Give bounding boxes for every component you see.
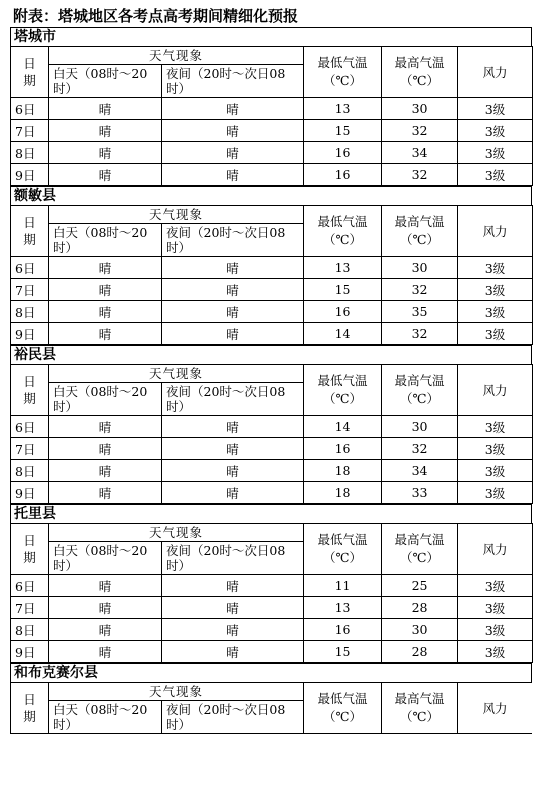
- max-temp-cell: 30: [382, 257, 458, 279]
- night-weather-cell: 晴: [162, 257, 304, 279]
- night-weather-cell: 晴: [162, 323, 304, 345]
- wind-cell: 3级: [458, 597, 533, 619]
- night-weather-cell: 晴: [162, 301, 304, 323]
- table-row: [11, 416, 533, 438]
- section-block: [10, 345, 532, 504]
- table-row: [11, 164, 533, 186]
- min-temp-cell: 16: [304, 142, 382, 164]
- max-temp-header: 最高气温（℃）: [382, 47, 458, 98]
- date-cell: 6日: [11, 416, 49, 438]
- wind-cell: 3级: [458, 575, 533, 597]
- page-title: 附表：塔城地区各考点高考期间精细化预报: [13, 7, 299, 25]
- date-cell: 8日: [11, 142, 49, 164]
- night-header: 夜间（20时～次日08时）: [162, 383, 304, 416]
- min-temp-cell: 16: [304, 619, 382, 641]
- day-weather-cell: 晴: [49, 416, 162, 438]
- wind-cell: 3级: [458, 460, 533, 482]
- min-temp-header: 最低气温（℃）: [304, 206, 382, 257]
- day-weather-cell: 晴: [49, 323, 162, 345]
- day-weather-cell: 晴: [49, 460, 162, 482]
- day-weather-cell: 晴: [49, 597, 162, 619]
- min-temp-header: 最低气温（℃）: [304, 524, 382, 575]
- table-row: [11, 120, 533, 142]
- min-temp-header: 最低气温（℃）: [304, 47, 382, 98]
- section-table-wrap: [10, 205, 532, 345]
- min-temp-cell: 11: [304, 575, 382, 597]
- max-temp-cell: 28: [382, 641, 458, 663]
- section-table-wrap: [10, 523, 532, 663]
- wind-cell: 3级: [458, 142, 533, 164]
- wind-header: 风力: [458, 206, 533, 257]
- max-temp-cell: 34: [382, 142, 458, 164]
- max-temp-cell: 32: [382, 438, 458, 460]
- min-temp-header: 最低气温（℃）: [304, 365, 382, 416]
- header-row: [11, 206, 533, 224]
- day-weather-cell: 晴: [49, 482, 162, 504]
- night-weather-cell: 晴: [162, 460, 304, 482]
- night-weather-cell: 晴: [162, 482, 304, 504]
- section-title: 裕民县: [10, 345, 532, 364]
- day-header: 白天（08时～20时）: [49, 542, 162, 575]
- header-row: [11, 683, 533, 701]
- forecast-table: [10, 364, 533, 504]
- forecast-table: [10, 682, 532, 734]
- section-title: 和布克赛尔县: [10, 663, 532, 682]
- min-temp-cell: 16: [304, 164, 382, 186]
- night-header: 夜间（20时～次日08时）: [162, 542, 304, 575]
- day-weather-cell: 晴: [49, 98, 162, 120]
- section-table-wrap: [10, 364, 532, 504]
- weather-header: 天气现象: [49, 47, 304, 65]
- wind-cell: 3级: [458, 619, 533, 641]
- day-header: 白天（08时～20时）: [49, 383, 162, 416]
- night-weather-cell: 晴: [162, 279, 304, 301]
- section-block: [10, 186, 532, 345]
- section-title: 额敏县: [10, 186, 532, 205]
- wind-cell: 3级: [458, 257, 533, 279]
- table-row: [11, 257, 533, 279]
- day-weather-cell: 晴: [49, 120, 162, 142]
- night-weather-cell: 晴: [162, 142, 304, 164]
- date-header: 日期: [11, 206, 49, 257]
- max-temp-cell: 32: [382, 120, 458, 142]
- min-temp-cell: 13: [304, 597, 382, 619]
- night-header: 夜间（20时～次日08时）: [162, 701, 304, 734]
- min-temp-cell: 18: [304, 460, 382, 482]
- date-cell: 7日: [11, 120, 49, 142]
- section-block: [10, 27, 532, 186]
- max-temp-cell: 30: [382, 416, 458, 438]
- section-table-wrap: [10, 682, 532, 740]
- day-weather-cell: 晴: [49, 164, 162, 186]
- table-row: [11, 460, 533, 482]
- day-header: 白天（08时～20时）: [49, 224, 162, 257]
- night-weather-cell: 晴: [162, 120, 304, 142]
- wind-cell: 3级: [458, 120, 533, 142]
- table-row: [11, 279, 533, 301]
- weather-header: 天气现象: [49, 365, 304, 383]
- date-cell: 9日: [11, 482, 49, 504]
- weather-header: 天气现象: [49, 206, 304, 224]
- date-cell: 9日: [11, 164, 49, 186]
- max-temp-cell: 33: [382, 482, 458, 504]
- header-row: [11, 524, 533, 542]
- wind-cell: 3级: [458, 301, 533, 323]
- table-row: [11, 619, 533, 641]
- night-weather-cell: 晴: [162, 641, 304, 663]
- table-row: [11, 323, 533, 345]
- date-cell: 7日: [11, 279, 49, 301]
- max-temp-header: 最高气温（℃）: [382, 524, 458, 575]
- min-temp-cell: 13: [304, 257, 382, 279]
- date-header: 日期: [11, 47, 49, 98]
- night-weather-cell: 晴: [162, 164, 304, 186]
- table-row: [11, 98, 533, 120]
- day-weather-cell: 晴: [49, 301, 162, 323]
- min-temp-cell: 15: [304, 641, 382, 663]
- section-title: 塔城市: [10, 27, 532, 46]
- day-weather-cell: 晴: [49, 641, 162, 663]
- night-header: 夜间（20时～次日08时）: [162, 224, 304, 257]
- wind-header: 风力: [458, 47, 533, 98]
- date-cell: 6日: [11, 257, 49, 279]
- max-temp-cell: 28: [382, 597, 458, 619]
- date-cell: 6日: [11, 575, 49, 597]
- max-temp-cell: 30: [382, 619, 458, 641]
- max-temp-cell: 25: [382, 575, 458, 597]
- max-temp-cell: 32: [382, 279, 458, 301]
- day-weather-cell: 晴: [49, 257, 162, 279]
- section-block: [10, 663, 532, 740]
- weather-header: 天气现象: [49, 524, 304, 542]
- max-temp-cell: 32: [382, 323, 458, 345]
- day-weather-cell: 晴: [49, 142, 162, 164]
- day-header: 白天（08时～20时）: [49, 701, 162, 734]
- min-temp-cell: 18: [304, 482, 382, 504]
- night-weather-cell: 晴: [162, 575, 304, 597]
- max-temp-header: 最高气温（℃）: [382, 683, 458, 734]
- night-weather-cell: 晴: [162, 597, 304, 619]
- day-weather-cell: 晴: [49, 575, 162, 597]
- min-temp-cell: 14: [304, 323, 382, 345]
- date-cell: 8日: [11, 460, 49, 482]
- date-header: 日期: [11, 683, 49, 734]
- date-cell: 7日: [11, 438, 49, 460]
- min-temp-header: 最低气温（℃）: [304, 683, 382, 734]
- table-row: [11, 641, 533, 663]
- forecast-table: [10, 205, 533, 345]
- min-temp-cell: 13: [304, 98, 382, 120]
- table-row: [11, 142, 533, 164]
- wind-header: 风力: [458, 683, 532, 734]
- min-temp-cell: 16: [304, 438, 382, 460]
- min-temp-cell: 15: [304, 279, 382, 301]
- table-row: [11, 438, 533, 460]
- weather-header: 天气现象: [49, 683, 304, 701]
- night-weather-cell: 晴: [162, 619, 304, 641]
- min-temp-cell: 15: [304, 120, 382, 142]
- night-weather-cell: 晴: [162, 98, 304, 120]
- forecast-table: [10, 46, 533, 186]
- header-row: [11, 47, 533, 65]
- date-cell: 6日: [11, 98, 49, 120]
- wind-cell: 3级: [458, 279, 533, 301]
- wind-cell: 3级: [458, 482, 533, 504]
- date-cell: 7日: [11, 597, 49, 619]
- date-header: 日期: [11, 524, 49, 575]
- min-temp-cell: 16: [304, 301, 382, 323]
- night-weather-cell: 晴: [162, 438, 304, 460]
- date-cell: 9日: [11, 641, 49, 663]
- wind-cell: 3级: [458, 438, 533, 460]
- night-header: 夜间（20时～次日08时）: [162, 65, 304, 98]
- wind-cell: 3级: [458, 164, 533, 186]
- table-row: [11, 597, 533, 619]
- section-title: 托里县: [10, 504, 532, 523]
- max-temp-cell: 34: [382, 460, 458, 482]
- forecast-tables: [10, 27, 532, 740]
- date-cell: 9日: [11, 323, 49, 345]
- night-weather-cell: 晴: [162, 416, 304, 438]
- day-header: 白天（08时～20时）: [49, 65, 162, 98]
- table-row: [11, 575, 533, 597]
- header-row: [11, 365, 533, 383]
- wind-cell: 3级: [458, 323, 533, 345]
- day-weather-cell: 晴: [49, 619, 162, 641]
- wind-header: 风力: [458, 365, 533, 416]
- table-row: [11, 482, 533, 504]
- max-temp-header: 最高气温（℃）: [382, 365, 458, 416]
- section-block: [10, 504, 532, 663]
- max-temp-cell: 30: [382, 98, 458, 120]
- max-temp-header: 最高气温（℃）: [382, 206, 458, 257]
- forecast-table: [10, 523, 533, 663]
- min-temp-cell: 14: [304, 416, 382, 438]
- max-temp-cell: 32: [382, 164, 458, 186]
- date-cell: 8日: [11, 619, 49, 641]
- day-weather-cell: 晴: [49, 279, 162, 301]
- date-cell: 8日: [11, 301, 49, 323]
- wind-cell: 3级: [458, 416, 533, 438]
- table-row: [11, 301, 533, 323]
- day-weather-cell: 晴: [49, 438, 162, 460]
- date-header: 日期: [11, 365, 49, 416]
- wind-header: 风力: [458, 524, 533, 575]
- wind-cell: 3级: [458, 641, 533, 663]
- max-temp-cell: 35: [382, 301, 458, 323]
- wind-cell: 3级: [458, 98, 533, 120]
- section-table-wrap: [10, 46, 532, 186]
